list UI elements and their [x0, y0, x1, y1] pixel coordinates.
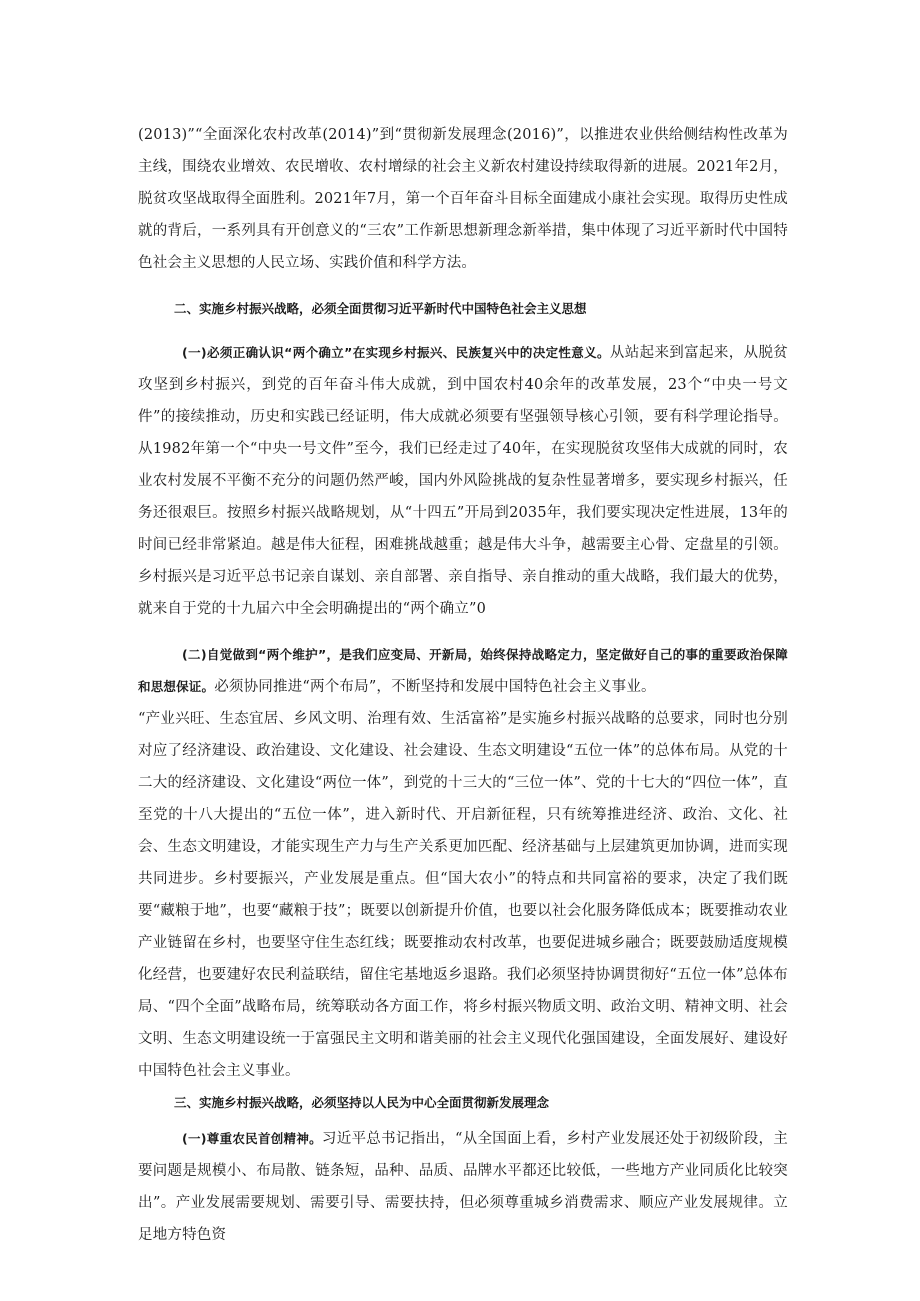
subsection-2-body: 必须协同推进“两个布局”，不断坚持和发展中国特色社会主义事业。: [214, 679, 656, 695]
subsection-1-body: 从站起来到富起来，从脱贫攻坚到乡村振兴，到党的百年奋斗伟大成就，到中国农村40余年的改革发展，23个“中央一号文件”的接续推动，历史和实践已经证明，伟大成就必须要有坚强领导核心引领，要有科学理论指导。从1982年第一个“中央一号文件”至今，我们已经走过了40年，在实现脱贫攻坚伟大成就的同时，农业农村发展不平衡不充分的问题仍然严峻，国内外风险挑战的复杂性显著增多，要实现乡村振兴，任务还很艰巨。按照乡村振兴战略规划，从“十四五”开局到2035年，我们要实现决定性进展，13年的时间已经非常紧迫。越是伟大征程，困难挑战越重；越是伟大斗争，越需要主心骨、定盘星的引领。乡村振兴是习近平总书记亲自谋划、亲自部署、亲自指导、亲自推动的重大战略，我们最大的优势，就来自于党的十九届六中全会明确提出的“两个确立”0: [138, 345, 789, 617]
subsection-3-lead: (一)尊重农民首创精神。: [182, 1131, 322, 1146]
five-in-one-paragraph: “产业兴旺、生态宜居、乡风文明、治理有效、生活富裕”是实施乡村振兴战略的总要求，同时也分别对应了经济建设、政治建设、文化建设、社会建设、生态文明建设“五位一体”的总体布局。从党的十二大的经济建设、文化建设“两位一体”，到党的十三大的“三位一体”、党的十七大的“四位一体”，直至党的十八大提出的“五位一体”，进入新时代、开启新征程，只有统筹推进经济、政治、文化、社会、生态文明建设，才能实现生产力与生产关系更加匹配、经济基础与上层建筑更加协调，进而实现共同进步。乡村要振兴，产业发展是重点。但“国大农小”的特点和共同富裕的要求，决定了我们既要“藏粮于地”，也要“藏粮于技”；既要以创新提升价值，也要以社会化服务降低成本；既要推动农业产业链留在乡村，也要坚守住生态红线；既要推动农村改革，也要促进城乡融合；既要鼓励适度规模化经营，也要建好农民利益联结，留住宅基地返乡退路。我们必须坚持协调贯彻好“五位一体”总体布局、“四个全面”战略布局，统筹联动各方面工作，将乡村振兴物质文明、政治文明、精神文明、社会文明、生态文明建设统一于富强民主文明和谐美丽的社会主义现代化强国建设，全面发展好、建设好中国特色社会主义事业。: [138, 711, 788, 1079]
subsection-3-body: 习近平总书记指出，“从全国面上看，乡村产业发展还处于初级阶段，主要问题是规模小、布局散、链条短，品种、品质、品牌水平都还比较低，一些地方产业同质化比较突出”。产业发展需要规划、需要引导、需要扶持，但必须尊重城乡消费需求、顺应产业发展规律。立足地方特色资: [138, 1131, 788, 1243]
section-heading-3: 三、实施乡村振兴战略，必须坚持以人民为中心全面贯彻新发展理念: [174, 1095, 550, 1110]
subsection-1-lead: (一)必须正确认识“两个确立”在实现乡村振兴、民族复兴中的决定性意义。: [182, 345, 610, 360]
section-heading-2: 二、实施乡村振兴战略，必须全面贯彻习近平新时代中国特色社会主义思想: [174, 301, 587, 316]
subsection-3-paragraph: [138, 1123, 788, 1251]
subsection-2-lead: (二)自觉做到“两个维护”，是我们应变局、开新局，始终保持战略定力，坚定做好自己的事的重要政治保障和思想保证。: [138, 647, 788, 694]
spacer: [138, 625, 788, 639]
subsection-1-paragraph: [138, 337, 788, 625]
subsection-2-paragraph: [138, 639, 788, 703]
intro-paragraph: (2013)”“全面深化农村改革(2014)”到“贯彻新发展理念(2016)”，以推进农业供给侧结构性改革为主线，围绕农业增效、农民增收、农村增绿的社会主义新农村建设持续取得新的进展。2021年2月，脱贫攻坚战取得全面胜利。2021年7月，第一个百年奋斗目标全面建成小康社会实现。取得历史性成就的背后，一系列具有开创意义的“三农”工作新思想新理念新举措，集中体现了习近平新时代中国特色社会主义思想的人民立场、实践价值和科学方法。: [138, 127, 788, 271]
document-body: [138, 119, 788, 1251]
